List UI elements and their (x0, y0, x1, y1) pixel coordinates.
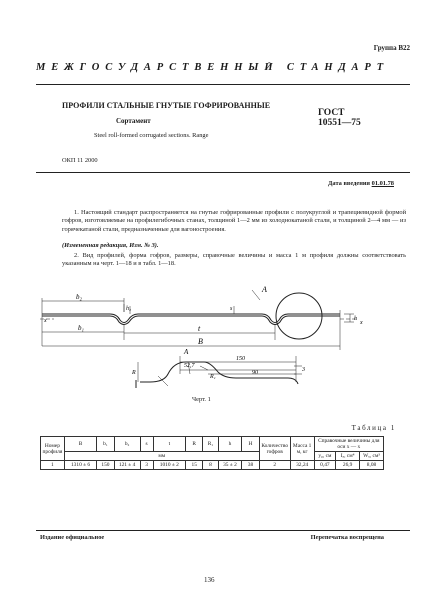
header-b2: b₂ (114, 437, 140, 452)
cell-corrugation-count: 2 (259, 461, 290, 470)
edition-note: (Измененная редакция, Изм. № 3). (62, 242, 159, 249)
okp-code: ОКП 11 2000 (62, 157, 98, 164)
gost-number: 10551—75 (318, 118, 361, 128)
gost-block (318, 108, 361, 128)
header-b: B (64, 437, 96, 452)
cell-ix: 26,9 (336, 461, 360, 470)
cell-b2: 121 ± 4 (114, 461, 140, 470)
label-a-main: A (184, 348, 189, 356)
cell-y0: 0,47 (314, 461, 336, 470)
effective-date-label: Дата введения (328, 180, 371, 187)
header-units: мм (64, 452, 259, 461)
paragraph-2: 2. Вид профилей, форма гофров, размеры, справочные величины и масса 1 м профиля должны соответствовать указанным на черт. 1—18 и в табл. 1—18. (62, 252, 406, 268)
cell-s: 3 (140, 461, 153, 470)
okp-rule (36, 172, 410, 173)
header-reference-values: Справочные величины для оси x — x (314, 437, 383, 452)
label-52-7: 52,7 (184, 363, 195, 369)
effective-date (328, 180, 394, 187)
header-b1: b₁ (97, 437, 114, 452)
label-b: B (198, 337, 203, 346)
document-title: ПРОФИЛИ СТАЛЬНЫЕ ГНУТЫЕ ГОФРИРОВАННЫЕ (62, 101, 271, 110)
label-s: s (230, 306, 233, 312)
profile-drawing (40, 270, 380, 394)
table-subheader-row (41, 452, 384, 461)
header-ix: Iₓ, см⁴ (336, 452, 360, 461)
header-s: s (140, 437, 153, 452)
label-r: R (132, 370, 136, 376)
paragraph-1: 1. Настоящий стандарт распространяется на гнутые гофрированные профили с полукруглой и трапециевидной формой гофров, изготовляемые на профилегибочных станах, толщиной 1—2 мм из холоднокатаной стали, и толщиной 2—4 мм — из горячекатаной стали, предназначенные для вагоностроения. (62, 209, 406, 233)
header-rule (36, 84, 410, 85)
gost-label: ГОСТ (318, 108, 345, 118)
header-profile-number: Номер профиля (41, 437, 65, 461)
cell-r1: 8 (203, 461, 218, 470)
cell-wx: 8,08 (360, 461, 384, 470)
label-h2: h₂ (126, 306, 132, 312)
footer-reprint-notice: Перепечатка воспрещена (310, 534, 384, 541)
cell-t: 1010 ± 2 (153, 461, 185, 470)
cell-b1: 150 (97, 461, 114, 470)
footer-official-edition: Издание официальное (40, 534, 105, 541)
table-header-row (41, 437, 384, 452)
figure-caption: Черт. 1 (192, 396, 211, 403)
header-r1: R₁ (203, 437, 218, 452)
cell-r: 15 (186, 461, 203, 470)
cell-h-total: 38 (242, 461, 259, 470)
header-h-total: H (242, 437, 259, 452)
header-r: R (186, 437, 203, 452)
label-t: t (198, 324, 201, 333)
label-r1: R₁ (210, 374, 216, 380)
page-number: 136 (204, 576, 215, 584)
header-wx: Wₓ, см³ (360, 452, 384, 461)
detail-corrugation (136, 362, 298, 388)
cell-mass: 32,24 (290, 461, 314, 470)
label-90: 90 (252, 370, 258, 376)
standard-banner: МЕЖГОСУДАРСТВЕННЫЙ СТАНДАРТ (36, 62, 390, 73)
label-150: 150 (236, 356, 245, 362)
profile-outline (42, 314, 340, 323)
header-corrugation-count: Количество гофров (259, 437, 290, 461)
label-b1: b₁ (78, 324, 84, 332)
label-3: 3 (302, 367, 305, 373)
data-table (40, 436, 384, 470)
label-h: h (354, 316, 357, 322)
label-b2: b₂ (76, 293, 82, 301)
group-label: Группа В22 (373, 44, 410, 52)
document-title-en: Steel roll-formed corrugated sections. Range (94, 132, 209, 139)
footer-rule (36, 530, 410, 531)
profile-outline-inner (42, 316, 340, 325)
cell-b: 1310 ± 6 (64, 461, 96, 470)
header-mass: Масса 1 м, кг (290, 437, 314, 461)
header-t: t (153, 437, 185, 452)
cell-h: 35 ± 2 (218, 461, 242, 470)
effective-date-value: 01.01.78 (371, 180, 394, 187)
label-a-detail: A (262, 285, 267, 294)
table-row (41, 461, 384, 470)
label-axis-x-left: x (44, 318, 47, 324)
header-y0: y₀, см (314, 452, 336, 461)
cell-profile-number: 1 (41, 461, 65, 470)
document-subtitle: Сортамент (116, 117, 151, 125)
table-title: Таблица 1 (351, 424, 396, 432)
label-axis-x-right: x (360, 320, 363, 326)
header-h: h (218, 437, 242, 452)
